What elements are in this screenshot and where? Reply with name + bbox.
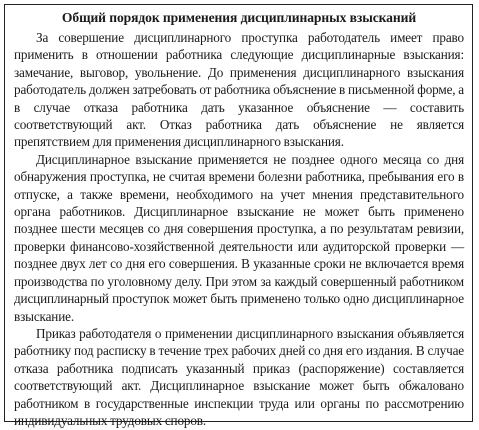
paragraph-1: За совершение дисциплинарного проступка работодатель имеет право применить в отношении работника следующие дисциплинарные взыскания: замечание, выговор, увольнение. До применения дисциплинарного взыскания работодатель должен затребовать от работника объяснение в письменной форме, а в случае отказа работника дать указанное объяснение — составить соответствующий акт. Отказ работника дать объяснение не является препятствием для применения дисциплинарного взыскания.	[14, 30, 464, 150]
text-box	[4, 4, 473, 428]
section-title: Общий порядок применения дисциплинарных взысканий	[61, 10, 417, 25]
paragraph-3: Приказ работодателя о применении дисциплинарного взыскания объявляется работнику под расписку в течение трех рабочих дней со дня его издания. В случае отказа работника подписать указанный приказ (распоряжение) составляется соответствующий акт. Дисциплинарное взыскание может быть обжаловано работником в государственные инспекции труда или органы по рассмотрению индивидуальных трудовых споров.	[14, 325, 464, 428]
paragraph-2: Дисциплинарное взыскание применяется не позднее одного месяца со дня обнаружения проступка, не считая времени болезни работника, пребывания его в отпуске, а также времени, необходимого на учет мнения представительного органа работников. Дисциплинарное взыскание не может быть применено позднее шести месяцев со дня совершения проступка, а по результатам ревизии, проверки финансово-хозяйственной деятельности или аудиторской проверки — позднее двух лет со дня его совершения. В указанные сроки не включается время производства по уголовному делу. При этом за каждый совершенный работником дисциплинарный проступок может быть применено только одно дисциплинарное взыскание.	[14, 151, 464, 324]
